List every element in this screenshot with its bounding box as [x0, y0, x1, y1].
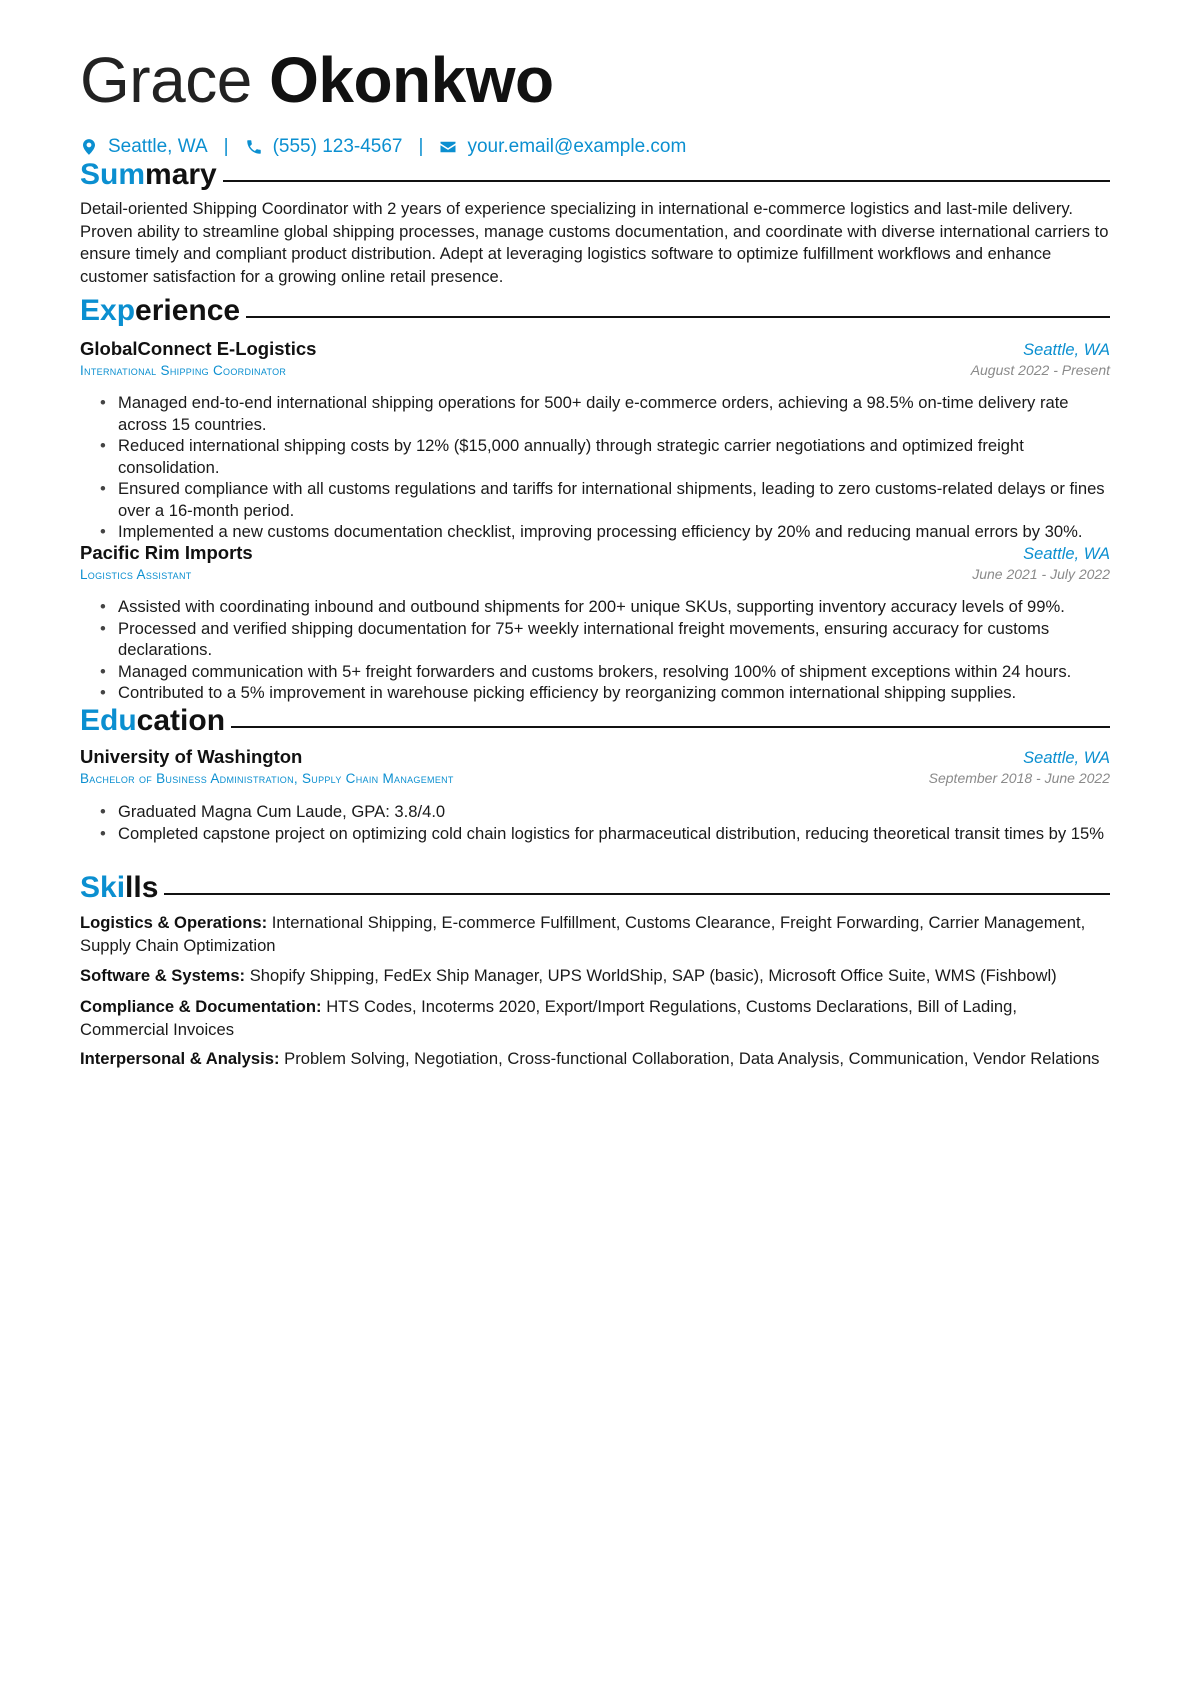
summary-text: Detail-oriented Shipping Coordinator with 2 years of experience specializing in international e-commerce logistics and last-mile delivery. Proven ability to streamline global shipping processes, manage customs documentation, and coordinate with diverse international carriers to ensure timely and compliant product distribution. Adept at leveraging logistics software to optimize fulfillment workflows and enhance customer satisfaction for a growing online retail presence.: [80, 199, 1109, 286]
section-rule: [246, 316, 1110, 318]
list-item: • Contributed to a 5% improvement in warehouse picking efficiency by reorganizing common international shipping supplies.: [100, 682, 1110, 704]
list-item: • Managed end-to-end international shipping operations for 500+ daily e-commerce orders, achieving a 98.5% on-time delivery rate across 15 countries.: [100, 392, 1110, 435]
education-subheader: [80, 770, 1110, 786]
job-header: [80, 338, 1110, 360]
skill-group: [80, 996, 1110, 1041]
contact-location: [80, 136, 208, 158]
map-pin-icon: [80, 138, 98, 156]
section-rule: [231, 726, 1110, 728]
location-text: Seattle, WA: [108, 136, 208, 157]
section-title: Education: [80, 704, 226, 737]
summary-heading: [80, 156, 1110, 194]
skill-values: International Shipping, E-commerce Fulfillment, Customs Clearance, Freight Forwarding, Carrier Management, Supply Chain Optimization: [80, 913, 1086, 955]
skill-group: [80, 965, 1110, 988]
job-title: International Shipping Coordinator: [80, 363, 287, 378]
contact-separator: |: [418, 136, 424, 157]
list-item: • Completed capstone project on optimizing cold chain logistics for pharmaceutical distribution, reducing theoretical transit times by 15%: [100, 823, 1110, 845]
job-dates: June 2021 - July 2022: [972, 566, 1110, 582]
section-title: Summary: [80, 158, 217, 191]
school-name: University of Washington: [80, 746, 303, 767]
skills-heading: [80, 869, 1110, 907]
list-item: • Implemented a new customs documentation checklist, improving processing efficiency by 20% and reducing manual errors by 30%.: [100, 521, 1110, 543]
list-item: • Processed and verified shipping documentation for 75+ weekly international freight movements, ensuring accuracy for customs declarations.: [100, 618, 1110, 661]
section-title: Experience: [80, 294, 241, 327]
skill-values: Problem Solving, Negotiation, Cross-functional Collaboration, Data Analysis, Communication, Vendor Relations: [284, 1049, 1100, 1068]
skill-group: [80, 1048, 1110, 1071]
section-rule: [164, 893, 1110, 895]
phone-text: (555) 123-4567: [272, 136, 403, 157]
school-location: Seattle, WA: [1023, 749, 1110, 767]
list-item: • Graduated Magna Cum Laude, GPA: 3.8/4.0: [100, 801, 1110, 823]
skill-values: HTS Codes, Incoterms 2020, Export/Import Regulations, Customs Declarations, Bill of Lading, Commercial Invoices: [80, 997, 1017, 1039]
skill-label: Interpersonal & Analysis:: [80, 1049, 280, 1068]
education-dates: September 2018 - June 2022: [928, 770, 1110, 786]
job-header: [80, 542, 1110, 564]
skill-label: Compliance & Documentation:: [80, 997, 322, 1016]
job-subheader: [80, 566, 1110, 582]
education-header: [80, 746, 1110, 768]
experience-heading: [80, 292, 1110, 330]
first-name: Grace: [80, 44, 252, 116]
job-location: Seattle, WA: [1023, 545, 1110, 563]
contact-email[interactable]: [439, 136, 686, 158]
envelope-icon: [439, 138, 457, 156]
job-location: Seattle, WA: [1023, 341, 1110, 359]
email-link[interactable]: your.email@example.com: [467, 136, 687, 157]
section-rule: [223, 180, 1110, 182]
list-item: • Assisted with coordinating inbound and outbound shipments for 200+ unique SKUs, supporting inventory accuracy levels of 99%.: [100, 596, 1110, 618]
job-bullets: [100, 392, 1110, 543]
job-bullets: [100, 596, 1110, 704]
skill-label: Logistics & Operations:: [80, 913, 268, 932]
education-heading: [80, 702, 1110, 740]
company-name: GlobalConnect E-Logistics: [80, 338, 317, 359]
phone-icon: [245, 138, 263, 156]
skill-group: [80, 912, 1110, 957]
list-item: • Managed communication with 5+ freight forwarders and customs brokers, resolving 100% of shipment exceptions within 24 hours.: [100, 661, 1110, 683]
list-item: • Ensured compliance with all customs regulations and tariffs for international shipments, leading to zero customs-related delays or fines over a 16-month period.: [100, 478, 1110, 521]
last-name: Okonkwo: [269, 44, 554, 116]
section-title: Skills: [80, 871, 159, 904]
list-item: • Reduced international shipping costs by 12% ($15,000 annually) through strategic carrier negotiations and optimized freight consolidation.: [100, 435, 1110, 478]
contact-separator: |: [223, 136, 229, 157]
company-name: Pacific Rim Imports: [80, 542, 253, 563]
degree: Bachelor of Business Administration, Supply Chain Management: [80, 771, 454, 786]
job-title: Logistics Assistant: [80, 567, 192, 582]
skill-label: Software & Systems:: [80, 966, 246, 985]
candidate-name: [80, 44, 554, 116]
skill-values: Shopify Shipping, FedEx Ship Manager, UPS WorldShip, SAP (basic), Microsoft Office Suite, WMS (Fishbowl): [249, 966, 1057, 985]
job-dates: August 2022 - Present: [970, 362, 1110, 378]
education-bullets: [100, 801, 1110, 844]
job-subheader: [80, 362, 1110, 378]
contact-phone[interactable]: [245, 136, 403, 158]
